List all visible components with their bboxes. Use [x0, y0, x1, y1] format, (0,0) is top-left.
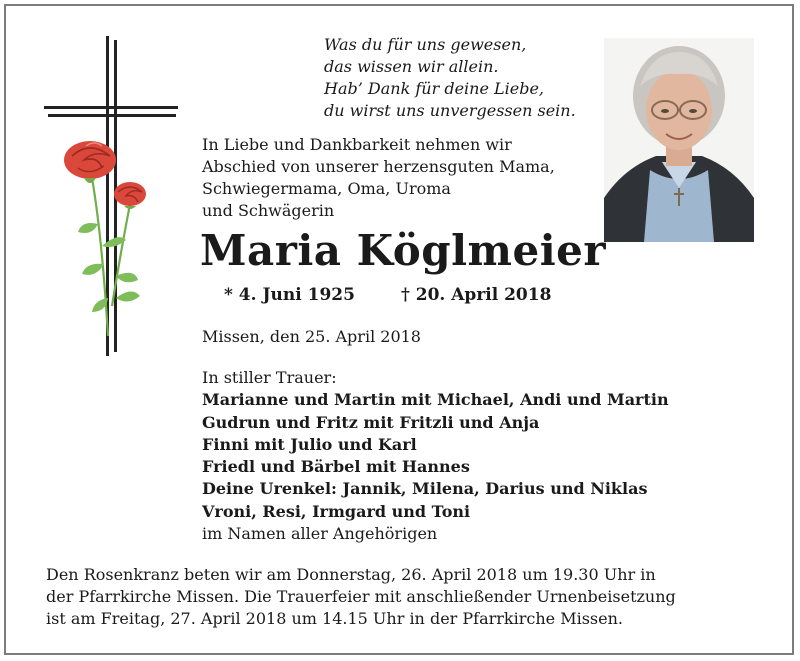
poem-line: Hab’ Dank für deine Liebe, [324, 79, 545, 98]
mourner-line: Friedl und Bärbel mit Hannes [202, 457, 470, 477]
life-dates [224, 285, 551, 305]
mourner-line: Deine Urenkel: Jannik, Milena, Darius und Niklas [202, 479, 648, 499]
birth-date: * 4. Juni 1925 [224, 285, 355, 305]
mourner-line: Marianne und Martin mit Michael, Andi und Martin [202, 390, 669, 410]
service-line: der Pfarrkirche Missen. Die Trauerfeier mit anschließender Urnenbeisetzung [46, 587, 676, 606]
cross-with-roses [44, 36, 184, 356]
portrait-photo [604, 38, 754, 242]
poem-line: das wissen wir allein. [324, 57, 499, 76]
mourners-heading: In stiller Trauer: [202, 368, 337, 387]
intro-line: In Liebe und Dankbarkeit nehmen wir [202, 135, 512, 154]
rose-icon [64, 141, 146, 336]
intro-line: Abschied von unserer herzensguten Mama, [202, 157, 555, 176]
intro-line: Schwiegermama, Oma, Uroma [202, 179, 451, 198]
deceased-name: Maria Köglmeier [200, 226, 607, 275]
death-date: † 20. April 2018 [400, 285, 552, 305]
service-line: ist am Freitag, 27. April 2018 um 14.15 Uhr in der Pfarrkirche Missen. [46, 609, 623, 628]
intro-line: und Schwägerin [202, 201, 335, 220]
mourner-line: Vroni, Resi, Irmgard und Toni [202, 501, 471, 521]
mourners-closing: im Namen aller Angehörigen [202, 524, 438, 544]
service-line: Den Rosenkranz beten wir am Donnerstag, 26. April 2018 um 19.30 Uhr in [46, 565, 656, 584]
poem-line: Was du für uns gewesen, [324, 35, 527, 54]
service-details [46, 564, 676, 630]
mourner-line: Finni mit Julio und Karl [202, 434, 417, 454]
place-date: Missen, den 25. April 2018 [202, 327, 421, 346]
poem [324, 34, 576, 122]
intro-text [202, 134, 555, 222]
poem-line: du wirst uns unvergessen sein. [324, 101, 576, 120]
mourners-list [202, 367, 669, 545]
mourner-line: Gudrun und Fritz mit Fritzli und Anja [202, 412, 540, 432]
cross-icon [44, 36, 178, 356]
